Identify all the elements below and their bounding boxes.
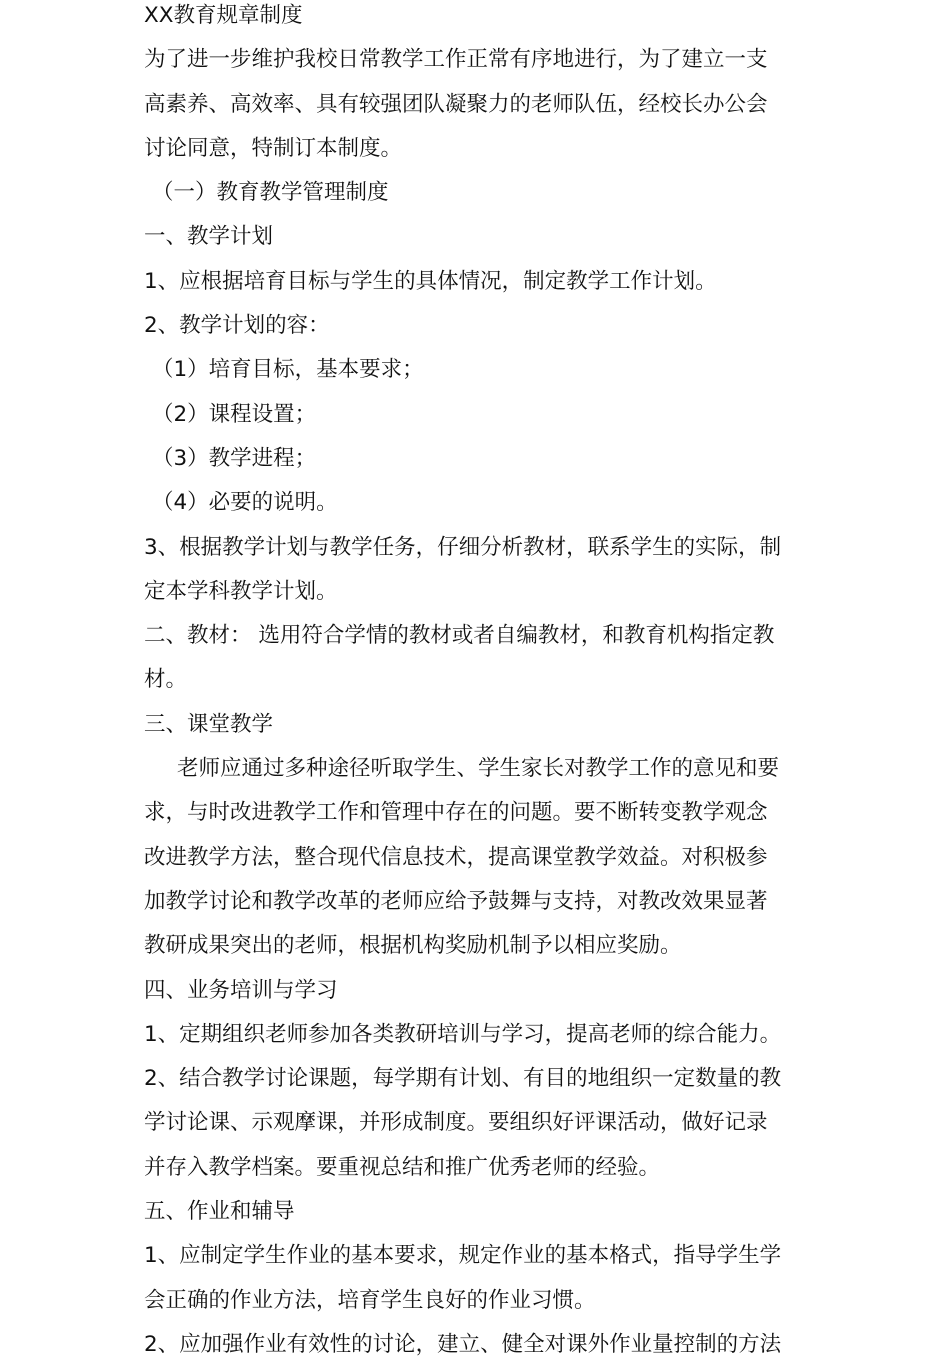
paragraph-line: 为了进一步维护我校日常教学工作正常有序地进行，为了建立一支 bbox=[144, 47, 768, 73]
paragraph-line: 讨论同意，特制订本制度。 bbox=[144, 135, 403, 161]
list-item-continuation: 会正确的作业方法，培育学生良好的作业习惯。 bbox=[144, 1287, 596, 1313]
paragraph-line: 加教学讨论和教学改革的老师应给予鼓舞与支持，对教改效果显著 bbox=[144, 888, 768, 914]
subsection-heading: 三、课堂教学 bbox=[144, 711, 274, 737]
list-item: 1、应制定学生作业的基本要求，规定作业的基本格式，指导学生学 bbox=[144, 1243, 782, 1269]
subsection-heading: 四、业务培训与学习 bbox=[144, 977, 338, 1003]
section-heading: （一）教育教学管理制度 bbox=[152, 180, 389, 206]
list-item-continuation: 学讨论课、示观摩课，并形成制度。要组织好评课活动，做好记录 bbox=[144, 1110, 768, 1136]
paragraph-line: 教研成果突出的老师，根据机构奖励机制予以相应奖励。 bbox=[144, 933, 682, 959]
list-item: 2、结合教学讨论课题，每学期有计划、有目的地组织一定数量的教 bbox=[144, 1066, 782, 1092]
list-item-continuation: 定本学科教学计划。 bbox=[144, 578, 338, 604]
list-item: 2、应加强作业有效性的讨论，建立、健全对课外作业量控制的方法 bbox=[144, 1331, 782, 1357]
list-item: 1、应根据培育目标与学生的具体情况，制定教学工作计划。 bbox=[144, 268, 717, 294]
list-item: 1、定期组织老师参加各类教研培训与学习，提高老师的综合能力。 bbox=[144, 1021, 782, 1047]
subsection-heading: 五、作业和辅导 bbox=[144, 1199, 295, 1225]
paragraph-line: 材。 bbox=[144, 667, 188, 693]
paragraph-line: 高素养、高效率、具有较强团队凝聚力的老师队伍，经校长办公会 bbox=[144, 91, 768, 117]
list-subitem: （1）培育目标，基本要求； bbox=[152, 357, 424, 383]
list-item: 2、教学计划的容： bbox=[144, 313, 330, 339]
list-item: 3、根据教学计划与教学任务，仔细分析教材，联系学生的实际，制 bbox=[144, 534, 782, 560]
paragraph-line: 改进教学方法，整合现代信息技术，提高课堂教学效益。对积极参 bbox=[144, 844, 768, 870]
document-title: XX教育规章制度 bbox=[144, 3, 303, 28]
list-subitem: （4）必要的说明。 bbox=[152, 490, 338, 516]
list-item-continuation: 并存入教学档案。要重视总结和推广优秀老师的经验。 bbox=[144, 1154, 661, 1180]
list-subitem: （3）教学进程； bbox=[152, 445, 317, 471]
document-body bbox=[144, 0, 808, 1367]
paragraph-line: 老师应通过多种途径听取学生、学生家长对教学工作的意见和要 bbox=[177, 756, 780, 782]
subsection-heading: 二、教材： 选用符合学情的教材或者自编教材，和教育机构指定教 bbox=[144, 623, 775, 649]
subsection-heading: 一、教学计划 bbox=[144, 224, 274, 250]
list-subitem: （2）课程设置； bbox=[152, 401, 317, 427]
paragraph-line: 求，与时改进教学工作和管理中存在的问题。要不断转变教学观念 bbox=[144, 800, 768, 826]
